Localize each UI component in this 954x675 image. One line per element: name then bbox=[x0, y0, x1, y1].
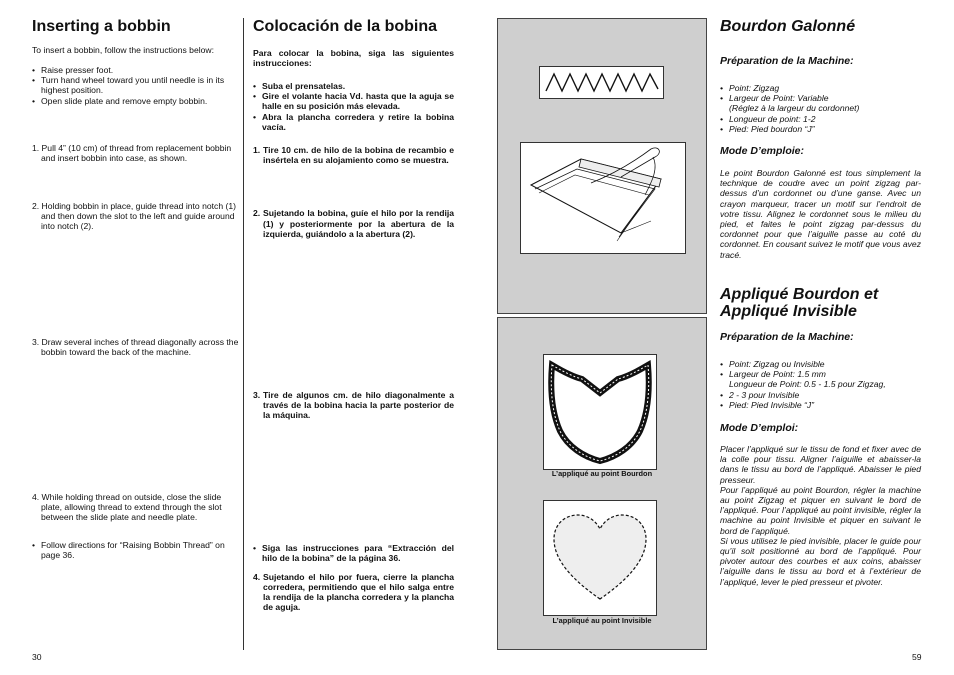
mode-emploi-2: Mode D’emploi: bbox=[720, 422, 799, 434]
step-text: Sujetando el hilo por fuera, cierre la plancha corredera, permitiendo que el hilo salga entre la rendija de la plancha corredera y la plancha de aguja. bbox=[263, 571, 454, 613]
page-number-right: 59 bbox=[912, 652, 922, 662]
step-2-es bbox=[253, 208, 454, 239]
applique-paragraphs bbox=[720, 444, 921, 587]
inserting-bobbin-title: Inserting a bobbin bbox=[32, 18, 171, 35]
applique-title-line1: Appliqué Bourdon et bbox=[720, 286, 879, 303]
step-text: Tire de algunos cm. de hilo diagonalmente a través de la bobina hacia la parte posterior de la máquina. bbox=[263, 390, 454, 421]
list-item: • Suba el prensatelas. bbox=[253, 81, 454, 91]
inserting-bobbin-intro: To insert a bobbin, follow the instructions below: bbox=[32, 45, 214, 55]
bourdon-galonne-figure-panel bbox=[497, 18, 707, 314]
list-item: • Gire el volante hacia Vd. hasta que la aguja se halle en su posición más elevada. bbox=[253, 91, 454, 111]
mode-emploie-1: Mode D’emploie: bbox=[720, 145, 805, 157]
zigzag-stitch-sample bbox=[539, 66, 664, 99]
list-item: • Point: Zigzag bbox=[720, 83, 930, 93]
bourdon-bullets bbox=[720, 83, 930, 134]
list-item: • Follow directions for “Raising Bobbin Thread” on page 36. bbox=[32, 540, 237, 560]
step-3-en: 3. Draw several inches of thread diagonally across the bobbin toward the back of the machine. bbox=[32, 337, 239, 358]
fabric-cord-icon bbox=[521, 143, 685, 253]
bullet-end-en bbox=[32, 540, 237, 560]
step-1-es bbox=[253, 145, 454, 165]
colocacion-bullets bbox=[253, 81, 454, 132]
bourdon-applique-illustration bbox=[543, 354, 657, 470]
invisible-applique-illustration bbox=[543, 500, 657, 616]
list-item: • Abra la plancha corredera y retire la bobina vacía. bbox=[253, 112, 454, 132]
bourdon-paragraph: Le point Bourdon Galonné est tous simplement la technique de coudre avec un point zigzag par-dessus d’un cordonnet ou d’une ganse. Avec un crayon marqueur, tracer un motif sur l’endroit de votre tissu. Alignez le cordonnet sous le milieu du pied, et faites le point zigzag par-dessus du cordonnet pour que l’aiguille passe au coté du cordonnet. En cousant suivez le motif que vous avez tracé. bbox=[720, 168, 921, 260]
applique-title-line2: Appliqué Invisible bbox=[720, 303, 857, 320]
step-number: 1. bbox=[253, 145, 261, 155]
heart-applique-icon bbox=[544, 501, 656, 615]
bullet-end-es bbox=[253, 543, 454, 563]
page-number-left: 30 bbox=[32, 652, 42, 662]
applique-bullets bbox=[720, 359, 930, 410]
step-text: Tire 10 cm. de hilo de la bobina de recambio e insértela en su alojamiento como se muestra. bbox=[263, 145, 454, 166]
step-text: Sujetando la bobina, guíe el hilo por la rendija (1) y posteriormente por la abertura de la izquierda, guiándolo a la abertura (2). bbox=[263, 208, 454, 239]
cording-sewing-illustration bbox=[520, 142, 686, 254]
list-item: • Turn hand wheel toward you until needle is in its highest position. bbox=[32, 75, 237, 95]
inserting-bobbin-bullets bbox=[32, 65, 237, 106]
colocacion-title: Colocación de la bobina bbox=[253, 18, 438, 35]
step-number: 3. bbox=[253, 390, 261, 401]
note-text: (Réglez à la largeur du cordonnet) bbox=[729, 103, 860, 114]
list-item: • Pied: Pied Invisible “J” bbox=[720, 400, 930, 410]
list-item: • Largeur de Point: 1.5 mm bbox=[720, 369, 930, 379]
caption-invisible: L’appliqué au point Invisible bbox=[552, 616, 652, 625]
list-item-note bbox=[720, 103, 930, 113]
list-item: • Pied: Pied bourdon “J” bbox=[720, 124, 930, 134]
applique-paragraph-b: Pour l’appliqué au point Bourdon, régler la machine au point Zigzag et piquer en suivant le bord de l’appliqué. Pour l’appliqué au point invisible, régler la machine au point Invisible et piquer en suivant le bord de l’appliqué. bbox=[720, 484, 921, 536]
note-text: Longueur de Point: 0.5 - 1.5 pour Zigzag, bbox=[729, 379, 886, 390]
list-item: • Raise presser foot. bbox=[32, 65, 237, 75]
tulip-applique-icon bbox=[544, 355, 656, 469]
applique-title bbox=[720, 286, 878, 320]
step-1-en: 1. Pull 4” (10 cm) of thread from replacement bobbin and insert bobbin into case, as shown. bbox=[32, 143, 232, 164]
list-item: • Longueur de point: 1-2 bbox=[720, 114, 930, 124]
colocacion-intro: Para colocar la bobina, siga las siguientes instrucciones: bbox=[253, 48, 454, 69]
step-4-es bbox=[253, 572, 454, 613]
step-4-en: 4. While holding thread on outside, close the slide plate, allowing thread to extend through the slot between the slide plate and needle plate. bbox=[32, 492, 222, 523]
step-2-en: 2. Holding bobbin in place, guide thread into notch (1) and then down the slot to the left and guide around into notch (2). bbox=[32, 201, 237, 232]
zigzag-stitch-icon bbox=[540, 67, 663, 98]
step-number: 4. bbox=[253, 571, 261, 582]
prep-machine-1: Préparation de la Machine: bbox=[720, 55, 854, 67]
list-item: • Siga las instrucciones para “Extracción del hilo de la bobina” de la página 36. bbox=[253, 543, 454, 563]
prep-machine-2: Préparation de la Machine: bbox=[720, 331, 854, 343]
step-number: 2. bbox=[253, 208, 261, 219]
list-item: • Point: Zigzag ou Invisible bbox=[720, 359, 930, 369]
caption-bourdon: L’appliqué au point Bourdon bbox=[551, 469, 653, 478]
applique-paragraph-c: Si vous utilisez le pied invisible, placer le guide pour qu’il soit positionné au bord de l’appliqué. Pour pivoter autour des courbes et aux coins, abaisser l’aiguille dans le tissu au bord et à l’extérieur de l’appliqué, lever le pied presseur et pivoter. bbox=[720, 535, 921, 587]
applique-figure-panel bbox=[497, 317, 707, 650]
applique-paragraph-a: Placer l’appliqué sur le tissu de fond et fixer avec de la colle pour tissu. Aligner l’aiguille et abaisser-la dans le tissu au bord de l’appliqué. Abaisser le pied presseur. bbox=[720, 444, 921, 485]
list-item-note bbox=[720, 379, 930, 389]
list-item: • 2 - 3 pour Invisible bbox=[720, 390, 930, 400]
column-divider bbox=[243, 18, 244, 650]
list-item: • Open slide plate and remove empty bobbin. bbox=[32, 96, 237, 106]
step-3-es bbox=[253, 390, 454, 421]
bourdon-galonne-title: Bourdon Galonné bbox=[720, 18, 856, 35]
list-item: • Largeur de Point: Variable bbox=[720, 93, 930, 103]
